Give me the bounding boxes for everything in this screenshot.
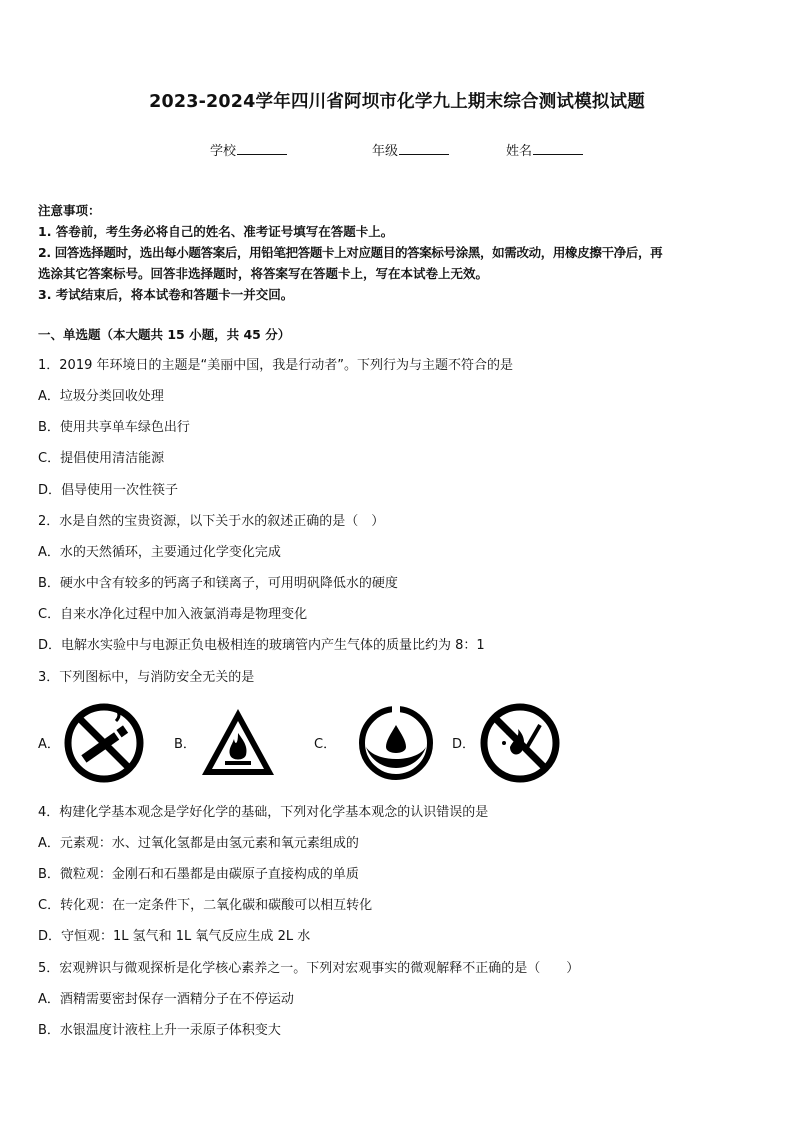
question-2-option-a[interactable]: A．水的天然循环，主要通过化学变化完成 [38, 545, 281, 560]
grade-blank[interactable] [399, 142, 449, 155]
question-3-option-b-label[interactable]: B． [174, 737, 196, 752]
no-fireworks-icon[interactable] [480, 703, 560, 783]
notice-item: 1. 答卷前，考生务必将自己的姓名、准考证号填写在答题卡上。 [38, 224, 394, 239]
page-title: 2023-2024学年四川省阿坝市化学九上期末综合测试模拟试题 [149, 92, 645, 112]
question-3-option-d-label[interactable]: D． [452, 737, 476, 752]
question-5-stem: 5．宏观辨识与微观探析是化学核心素养之一。下列对宏观事实的微观解释不正确的是（ ） [38, 961, 580, 976]
question-4-option-d[interactable]: D．守恒观：1L 氢气和 1L 氧气反应生成 2L 水 [38, 929, 311, 944]
question-3-icon-options [38, 703, 758, 783]
question-1-option-b[interactable]: B．使用共享单车绿色出行 [38, 420, 190, 435]
question-3-stem: 3．下列图标中，与消防安全无关的是 [38, 670, 255, 685]
question-2-option-c[interactable]: C．自来水净化过程中加入液氯消毒是物理变化 [38, 607, 308, 622]
question-2-option-b[interactable]: B．硬水中含有较多的钙离子和镁离子，可用明矾降低水的硬度 [38, 576, 398, 591]
question-4-stem: 4．构建化学基本观念是学好化学的基础，下列对化学基本观念的认识错误的是 [38, 805, 489, 820]
school-label: 学校 [210, 144, 237, 159]
question-2-option-d[interactable]: D．电解水实验中与电源正负电极相连的玻璃管内产生气体的质量比约为 8：1 [38, 638, 485, 653]
flammable-warning-icon[interactable] [198, 703, 278, 783]
question-2-stem: 2．水是自然的宝贵资源，以下关于水的叙述正确的是（ ） [38, 514, 385, 529]
question-1-option-c[interactable]: C．提倡使用清洁能源 [38, 451, 165, 466]
question-4-option-a[interactable]: A．元素观：水、过氧化氢都是由氢元素和氧元素组成的 [38, 836, 359, 851]
question-5-option-b[interactable]: B．水银温度计液柱上升一汞原子体积变大 [38, 1023, 281, 1038]
no-smoking-icon[interactable] [64, 703, 144, 783]
water-saving-icon[interactable] [356, 703, 436, 783]
name-field [506, 140, 583, 159]
school-field [210, 140, 287, 159]
section-title: 一、单选题（本大题共 15 小题，共 45 分） [38, 327, 291, 342]
question-1-stem: 1．2019 年环境日的主题是“美丽中国，我是行动者”。下列行为与主题不符合的是 [38, 358, 513, 373]
name-label: 姓名 [506, 144, 533, 159]
notice-block [38, 200, 762, 305]
question-1-option-d[interactable]: D．倡导使用一次性筷子 [38, 483, 179, 498]
name-blank[interactable] [533, 142, 583, 155]
question-1-option-a[interactable]: A．垃圾分类回收处理 [38, 389, 164, 404]
notice-item: 选涂其它答案标号。回答非选择题时，将答案写在答题卡上，写在本试卷上无效。 [38, 266, 489, 281]
notice-heading: 注意事项： [38, 203, 101, 218]
question-4-option-b[interactable]: B．微粒观：金刚石和石墨都是由碳原子直接构成的单质 [38, 867, 359, 882]
question-5-option-a[interactable]: A．酒精需要密封保存一酒精分子在不停运动 [38, 992, 294, 1007]
notice-item: 3. 考试结束后，将本试卷和答题卡一并交回。 [38, 287, 294, 302]
school-blank[interactable] [237, 142, 287, 155]
notice-item: 2. 回答选择题时，选出每小题答案后，用铅笔把答题卡上对应题目的答案标号涂黑，如需改动，用橡皮擦干净后，再 [38, 245, 663, 260]
grade-field [372, 140, 449, 159]
question-3-option-a-label[interactable]: A． [38, 737, 60, 752]
question-4-option-c[interactable]: C．转化观：在一定条件下，二氧化碳和碳酸可以相互转化 [38, 898, 373, 913]
question-3-option-c-label[interactable]: C． [314, 737, 337, 752]
grade-label: 年级 [372, 144, 399, 159]
